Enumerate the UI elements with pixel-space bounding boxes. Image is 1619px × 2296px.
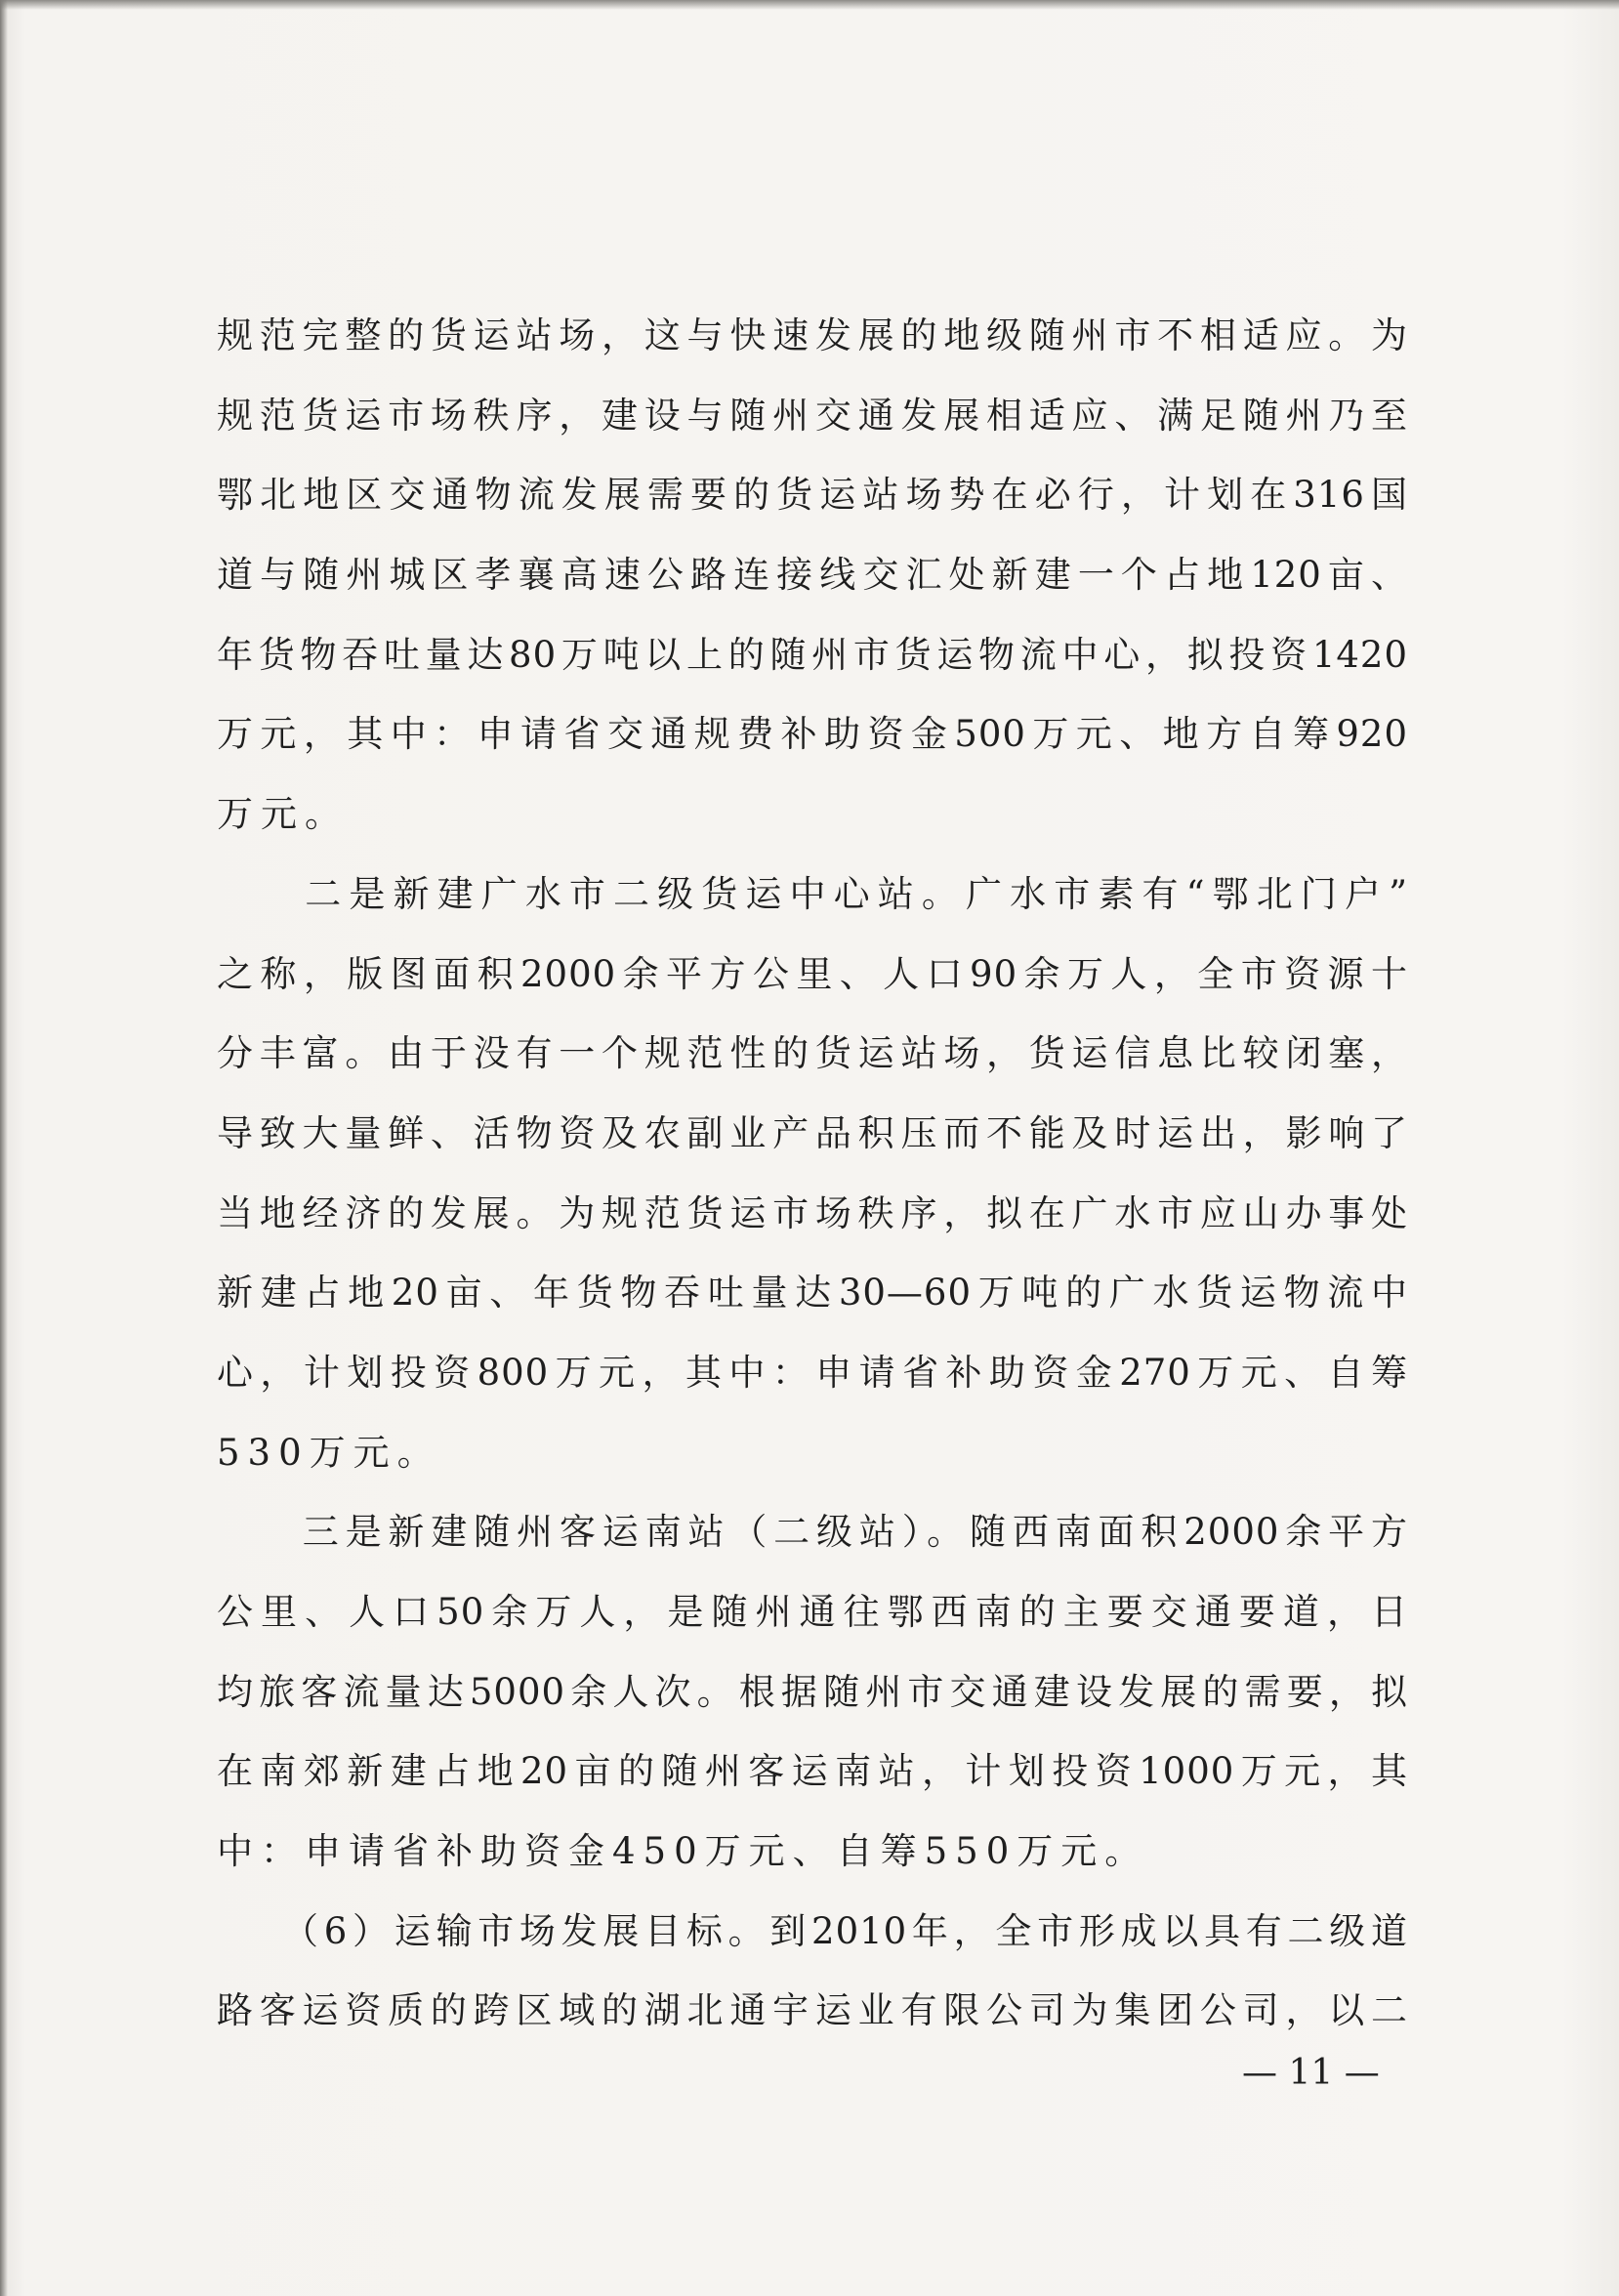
text-line: 万元，其中：申请省交通规费补助资金500万元、地方自筹920 — [217, 713, 1408, 756]
body-text — [217, 296, 1408, 2051]
text-line: 年货物吞吐量达80万吨以上的随州市货运物流中心，拟投资1420 — [217, 633, 1408, 676]
text-line: 之称，版图面积2000余平方公里、人口90余万人，全市资源十 — [217, 952, 1408, 995]
text-line: 中：申请省补助资金450万元、自筹550万元。 — [217, 1830, 1149, 1873]
text-line: 鄂北地区交通物流发展需要的货运站场势在必行，计划在316国 — [217, 474, 1408, 517]
text-line: 心，计划投资800万元，其中：申请省补助资金270万元、自筹 — [217, 1351, 1408, 1394]
text-line: （6）运输市场发展目标。到2010年，全市形成以具有二级道 — [217, 1909, 1408, 1952]
text-line: 路客运资质的跨区域的湖北通宇运业有限公司为集团公司，以二 — [217, 1989, 1408, 2032]
text-line: 当地经济的发展。为规范货运市场秩序，拟在广水市应山办事处 — [217, 1191, 1408, 1234]
text-line: 分丰富。由于没有一个规范性的货运站场，货运信息比较闭塞， — [217, 1032, 1408, 1075]
text-line: 三是新建随州客运南站（二级站）。随西南面积2000余平方 — [217, 1511, 1408, 1554]
text-line: 二是新建广水市二级货运中心站。广水市素有“鄂北门户” — [217, 872, 1408, 915]
text-line: 规范完整的货运站场，这与快速发展的地级随州市不相适应。为 — [217, 314, 1408, 356]
text-line: 道与随州城区孝襄高速公路连接线交汇处新建一个占地120亩、 — [217, 554, 1408, 597]
text-line: 规范货运市场秩序，建设与随州交通发展相适应、满足随州乃至 — [217, 394, 1408, 437]
text-line: 万元。 — [217, 793, 349, 836]
text-line: 导致大量鲜、活物资及农副业产品积压而不能及时运出，影响了 — [217, 1111, 1408, 1154]
text-line: 在南郊新建占地20亩的随州客运南站，计划投资1000万元，其 — [217, 1750, 1408, 1793]
text-line: 530万元。 — [217, 1431, 441, 1474]
text-line: 均旅客流量达5000余人次。根据随州市交通建设发展的需要，拟 — [217, 1670, 1408, 1713]
text-line: 新建占地20亩、年货物吞吐量达30—60万吨的广水货运物流中 — [217, 1272, 1408, 1315]
text-line: 公里、人口50余万人，是随州通往鄂西南的主要交通要道，日 — [217, 1591, 1408, 1633]
page-number: — 11 — — [1242, 2053, 1380, 2093]
